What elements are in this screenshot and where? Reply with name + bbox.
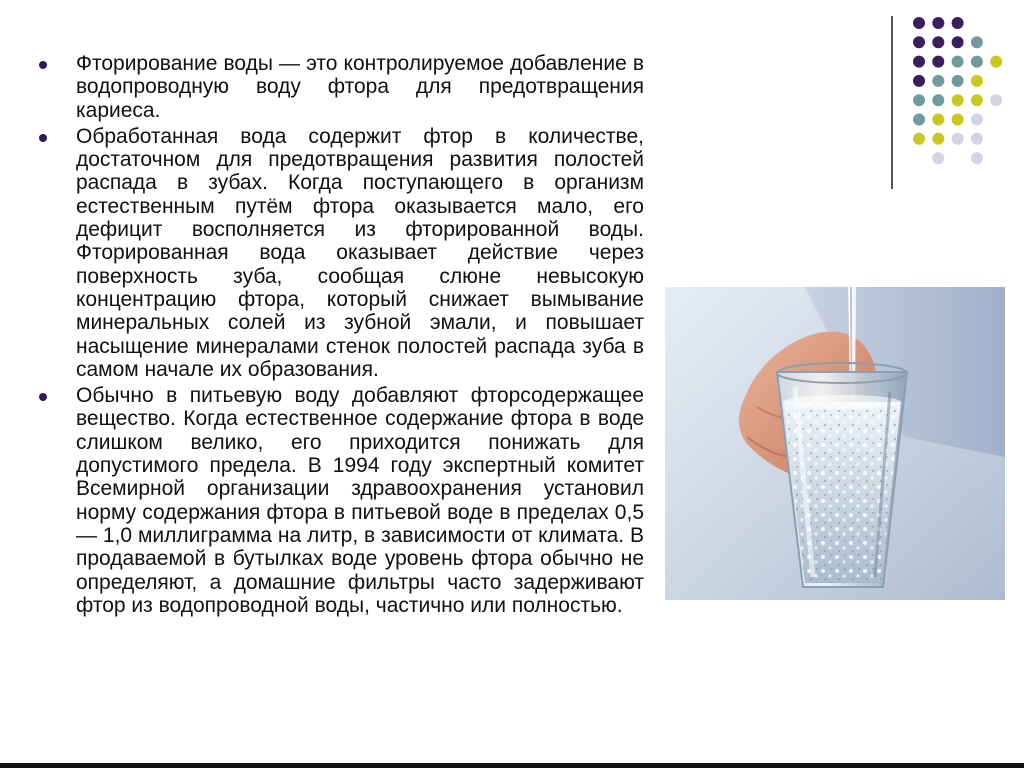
decorative-dot-purple: [913, 36, 925, 48]
decorative-dot-yellow: [990, 56, 1002, 68]
decorative-dot-yellow: [952, 114, 964, 126]
bullet-text: Обычно в питьевую воду добавляют фторсодержащее вещество. Когда естественное содержание фтора в воде слишком велико, его приходится понижать для допустимого предела. В 1994 году экспертный комитет Всемирной организации здравоохранения установил норму содержания фтора в питьевой воде в пределах 0,5 — 1,0 миллиграмма на литр, в зависимости от климата. В продаваемой в бутылках воде уровень фтора обычно не определяют, а домашние фильтры часто задерживают фтор из водопроводной воды, частично или полностью.: [76, 384, 644, 617]
bullet-text: Обработанная вода содержит фтор в количестве, достаточном для предотвращения развития полостей распада в зубах. Когда поступающего в организм естественным путём фтора оказывается мало, его дефицит восполняется из фторированной воды. Фторированная вода оказывает действие через поверхность зуба, сообщая слюне невысокую концентрацию фтора, который снижает вымывание минеральных солей из зубной эмали, и повышает насыщение минералами стенок полостей распада зуба в самом начале их образования.: [76, 124, 644, 381]
decorative-dot-purple: [952, 36, 964, 48]
decorative-dot-teal: [913, 94, 925, 106]
decorative-dot-yellow: [932, 114, 944, 126]
decorative-dot-yellow: [952, 94, 964, 106]
decorative-dot-lavender: [990, 94, 1002, 106]
decorative-dot-yellow: [932, 133, 944, 145]
decorative-dot-teal: [932, 75, 944, 87]
decorative-dot-purple: [952, 17, 964, 29]
decorative-dot-purple: [913, 56, 925, 68]
decorative-dot-teal: [971, 56, 983, 68]
bottom-border: [0, 763, 1024, 768]
decorative-dot-purple: [913, 75, 925, 87]
decorative-dot-teal: [913, 114, 925, 126]
bullet-dot-icon: [39, 393, 47, 401]
decorative-dot-teal: [932, 94, 944, 106]
glass-of-water-photo: [665, 287, 1005, 600]
decorative-dot-lavender: [971, 152, 983, 164]
decorative-dot-lavender: [952, 133, 964, 145]
decorative-dot-yellow: [913, 133, 925, 145]
bullet-text: Фторирование воды — это контролируемое добавление в водопроводную воду фтора для предотвращения кариеса.: [76, 52, 644, 122]
decorative-dot-teal: [971, 36, 983, 48]
decorative-dot-teal: [952, 75, 964, 87]
decorative-dot-lavender: [971, 133, 983, 145]
decorative-dot-purple: [932, 36, 944, 48]
decorative-dot-lavender: [932, 152, 944, 164]
decorative-dot-teal: [952, 56, 964, 68]
decorative-dot-grid: [0, 0, 1024, 200]
decorative-dot-yellow: [971, 75, 983, 87]
decorative-dot-purple: [932, 56, 944, 68]
decorative-dot-purple: [913, 17, 925, 29]
decorative-dot-lavender: [971, 114, 983, 126]
decorative-dot-purple: [932, 17, 944, 29]
decorative-dot-yellow: [971, 94, 983, 106]
bullet-item-3: [36, 384, 644, 617]
